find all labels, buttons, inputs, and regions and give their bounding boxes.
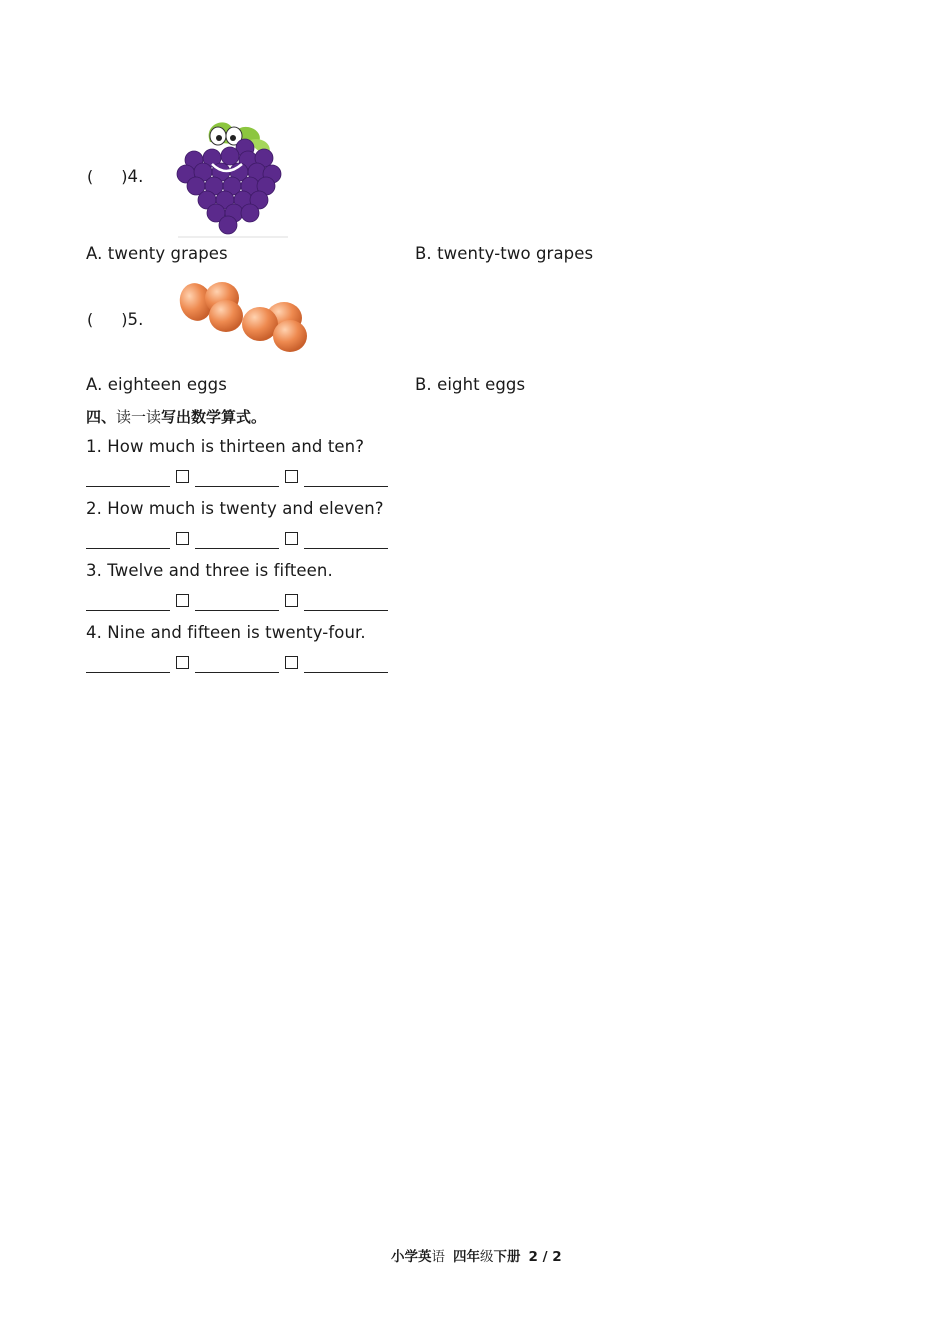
section4-question-1: 1. How much is thirteen and ten? [86, 437, 365, 456]
grapes-image [172, 112, 290, 240]
q4-number: 4. [127, 167, 144, 186]
q4-paren-open: ( [87, 167, 94, 186]
section4-answer-row-1 [86, 467, 388, 487]
section4-heading-suffix: 写出数学算式。 [161, 408, 267, 426]
answer-blank[interactable] [86, 655, 170, 673]
section4-question-2: 2. How much is twenty and eleven? [86, 499, 384, 518]
section4-heading [86, 406, 266, 427]
answer-blank[interactable] [86, 593, 170, 611]
q5-number: 5. [127, 310, 144, 329]
answer-blank[interactable] [195, 469, 279, 487]
q4-option-b[interactable]: B. twenty-two grapes [415, 244, 594, 263]
section4-question-4: 4. Nine and fifteen is twenty-four. [86, 623, 366, 642]
section4-heading-prefix: 四、 [86, 408, 117, 426]
answer-blank[interactable] [195, 593, 279, 611]
answer-blank[interactable] [195, 531, 279, 549]
operator-box[interactable] [285, 594, 298, 607]
answer-blank[interactable] [304, 469, 388, 487]
q4-paren-close: ) [121, 167, 128, 186]
q4-option-a[interactable]: A. twenty grapes [86, 244, 228, 263]
eggs-image [174, 280, 314, 360]
operator-box[interactable] [176, 656, 189, 669]
section4-answer-row-3 [86, 591, 388, 611]
section4-answer-row-2 [86, 529, 388, 549]
operator-box[interactable] [285, 470, 298, 483]
section4-question-3: 3. Twelve and three is fifteen. [86, 561, 333, 580]
q5-paren-open: ( [87, 310, 94, 329]
answer-blank[interactable] [86, 469, 170, 487]
q5-paren-close: ) [121, 310, 128, 329]
answer-blank[interactable] [195, 655, 279, 673]
section4-answer-row-4 [86, 653, 388, 673]
footer-grade-tail: 下册 [493, 1249, 521, 1265]
page-number: 2 / 2 [528, 1249, 562, 1265]
q5-option-b[interactable]: B. eight eggs [415, 375, 526, 394]
footer-subject: 小学英 [391, 1249, 432, 1265]
operator-box[interactable] [176, 470, 189, 483]
page-footer [391, 1245, 562, 1265]
answer-blank[interactable] [304, 655, 388, 673]
answer-blank[interactable] [86, 531, 170, 549]
footer-grade-mid: 级 [480, 1249, 494, 1265]
footer-subject-tail: 语 [431, 1249, 445, 1265]
operator-box[interactable] [176, 532, 189, 545]
operator-box[interactable] [285, 532, 298, 545]
footer-grade: 四年 [453, 1249, 480, 1265]
q5-option-a[interactable]: A. eighteen eggs [86, 375, 227, 394]
answer-blank[interactable] [304, 593, 388, 611]
q4-answer-bracket[interactable] [87, 167, 143, 186]
answer-blank[interactable] [304, 531, 388, 549]
q5-answer-bracket[interactable] [87, 310, 143, 329]
operator-box[interactable] [285, 656, 298, 669]
operator-box[interactable] [176, 594, 189, 607]
section4-heading-light: 读一读 [116, 408, 162, 426]
